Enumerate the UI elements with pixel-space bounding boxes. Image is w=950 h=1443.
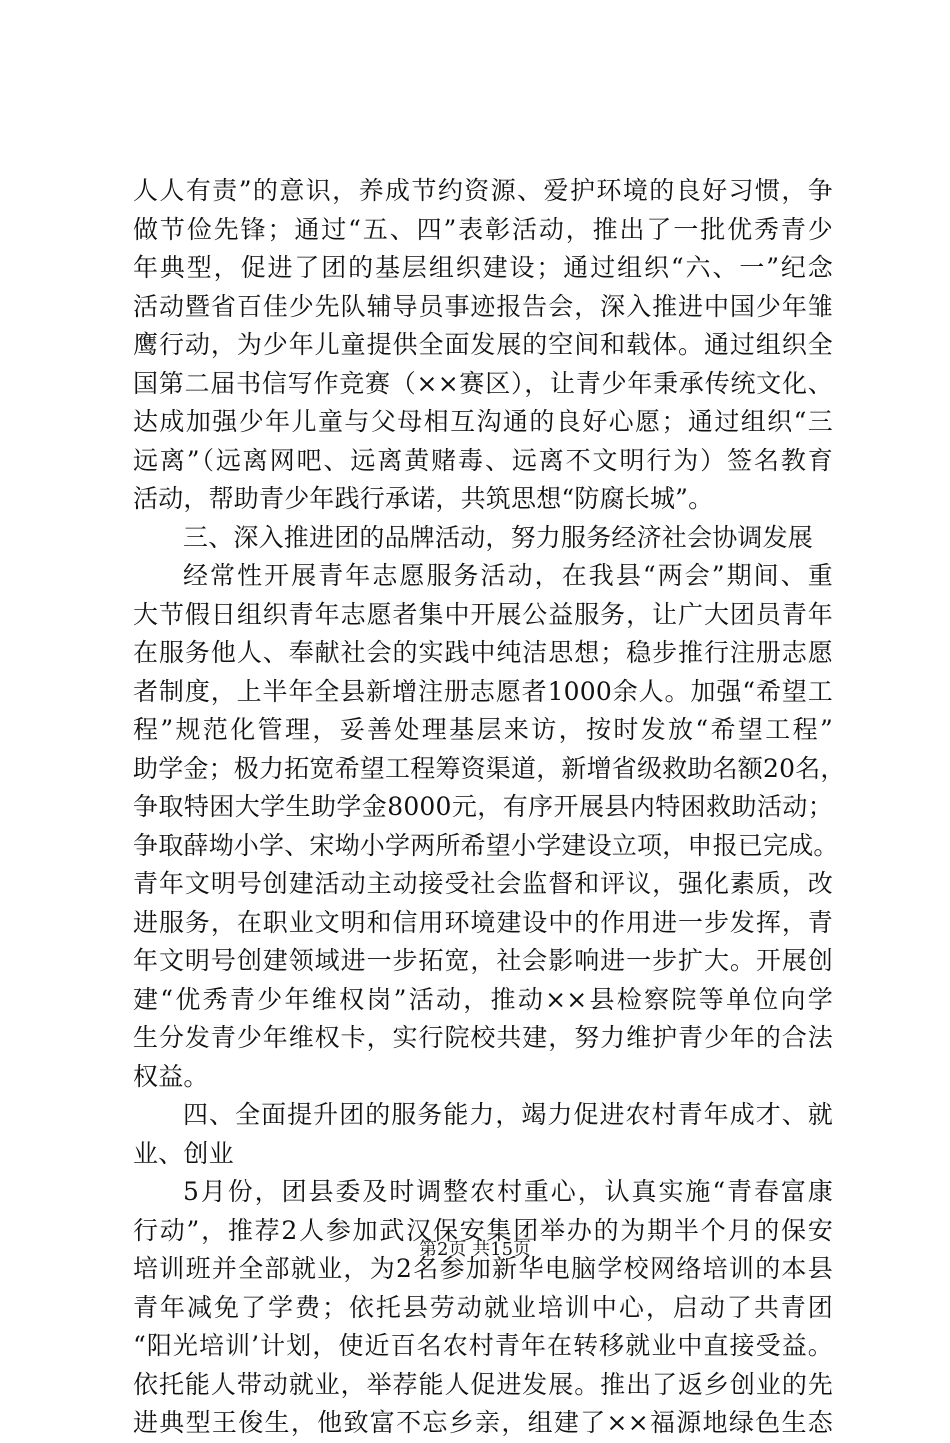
text-line: 进服务，在职业文明和信用环境建设中的作用进一步发挥，青 xyxy=(133,907,833,937)
text-line: 青年文明号创建活动主动接受社会监督和评议，强化素质，改 xyxy=(133,869,833,898)
text-line: 达成加强少年儿童与父母相互沟通的良好心愿；通过组织“三 xyxy=(133,407,833,436)
text-line: 年文明号创建领域进一步拓宽，社会影响进一步扩大。开展创 xyxy=(133,946,833,975)
text-line: 生分发青少年维权卡，实行院校共建，努力维护青少年的合法 xyxy=(133,1023,833,1052)
text-line: 依托能人带动就业，举荐能人促进发展。推出了返乡创业的先 xyxy=(133,1369,833,1399)
page-number-footer: 第2页 共15页 xyxy=(418,1239,532,1260)
text-line: 培训班并全部就业，为2名参加新华电脑学校网络培训的本县 xyxy=(133,1254,833,1283)
text-line: 5月份，团县委及时调整农村重心，认真实施“青春富康 xyxy=(183,1177,833,1206)
section-heading: 业、创业 xyxy=(133,1138,234,1168)
text-line: 活动暨省百佳少先队辅导员事迹报告会，深入推进中国少年雏 xyxy=(133,291,833,321)
text-line: 助学金；极力拓宽希望工程筹资渠道，新增省级救助名额20名， xyxy=(133,753,846,783)
section-heading: 三、深入推进团的品牌活动，努力服务经济社会协调发展 xyxy=(183,522,814,552)
text-line: 权益。 xyxy=(133,1061,209,1091)
text-line: 做节俭先锋；通过“五、四”表彰活动，推出了一批优秀青少 xyxy=(133,214,833,244)
text-line: 在服务他人、奉献社会的实践中纯洁思想；稳步推行注册志愿 xyxy=(133,638,833,667)
text-line: 活动，帮助青少年践行承诺，共筑思想“防腐长城”。 xyxy=(133,484,714,513)
text-line: 远离”（远离网吧、远离黄赌毒、远离不文明行为）签名教育 xyxy=(133,445,833,475)
text-line: 争取特困大学生助学金8000元，有序开展县内特困救助活动； xyxy=(133,792,833,821)
text-line: 程”规范化管理，妥善处理基层来访，按时发放“希望工程” xyxy=(133,715,833,744)
text-line: 大节假日组织青年志愿者集中开展公益服务，让广大团员青年 xyxy=(133,599,833,629)
text-line: 国第二届书信写作竞赛（××赛区），让青少年秉承传统文化、 xyxy=(133,368,833,398)
text-line: 鹰行动，为少年儿童提供全面发展的空间和载体。通过组织全 xyxy=(133,330,833,359)
section-heading: 四、全面提升团的服务能力，竭力促进农村青年成才、就 xyxy=(183,1100,833,1129)
text-line: 者制度，上半年全县新增注册志愿者1000余人。加强“希望工 xyxy=(133,676,833,706)
text-line: 年典型，促进了团的基层组织建设；通过组织“六、一”纪念 xyxy=(133,253,833,282)
text-line: 争取薛坳小学、宋坳小学两所希望小学建设立项，申报已完成。 xyxy=(133,830,839,860)
text-line: 行动”，推荐2人参加武汉保安集团举办的为期半个月的保安 xyxy=(133,1215,833,1245)
text-line: 经常性开展青年志愿服务活动，在我县“两会”期间、重 xyxy=(183,561,833,590)
text-line: 建“优秀青少年维权岗”活动，推动××县检察院等单位向学 xyxy=(133,984,833,1014)
text-line: 进典型王俊生，他致富不忘乡亲，组建了××福源地绿色生态 xyxy=(133,1408,833,1437)
text-line: 青年减免了学费；依托县劳动就业培训中心，启动了共青团 xyxy=(133,1292,833,1322)
text-line: 人人有责”的意识，养成节约资源、爱护环境的良好习惯，争 xyxy=(133,176,833,205)
text-line: “阳光培训’计划，使近百名农村青年在转移就业中直接受益。 xyxy=(133,1331,833,1360)
